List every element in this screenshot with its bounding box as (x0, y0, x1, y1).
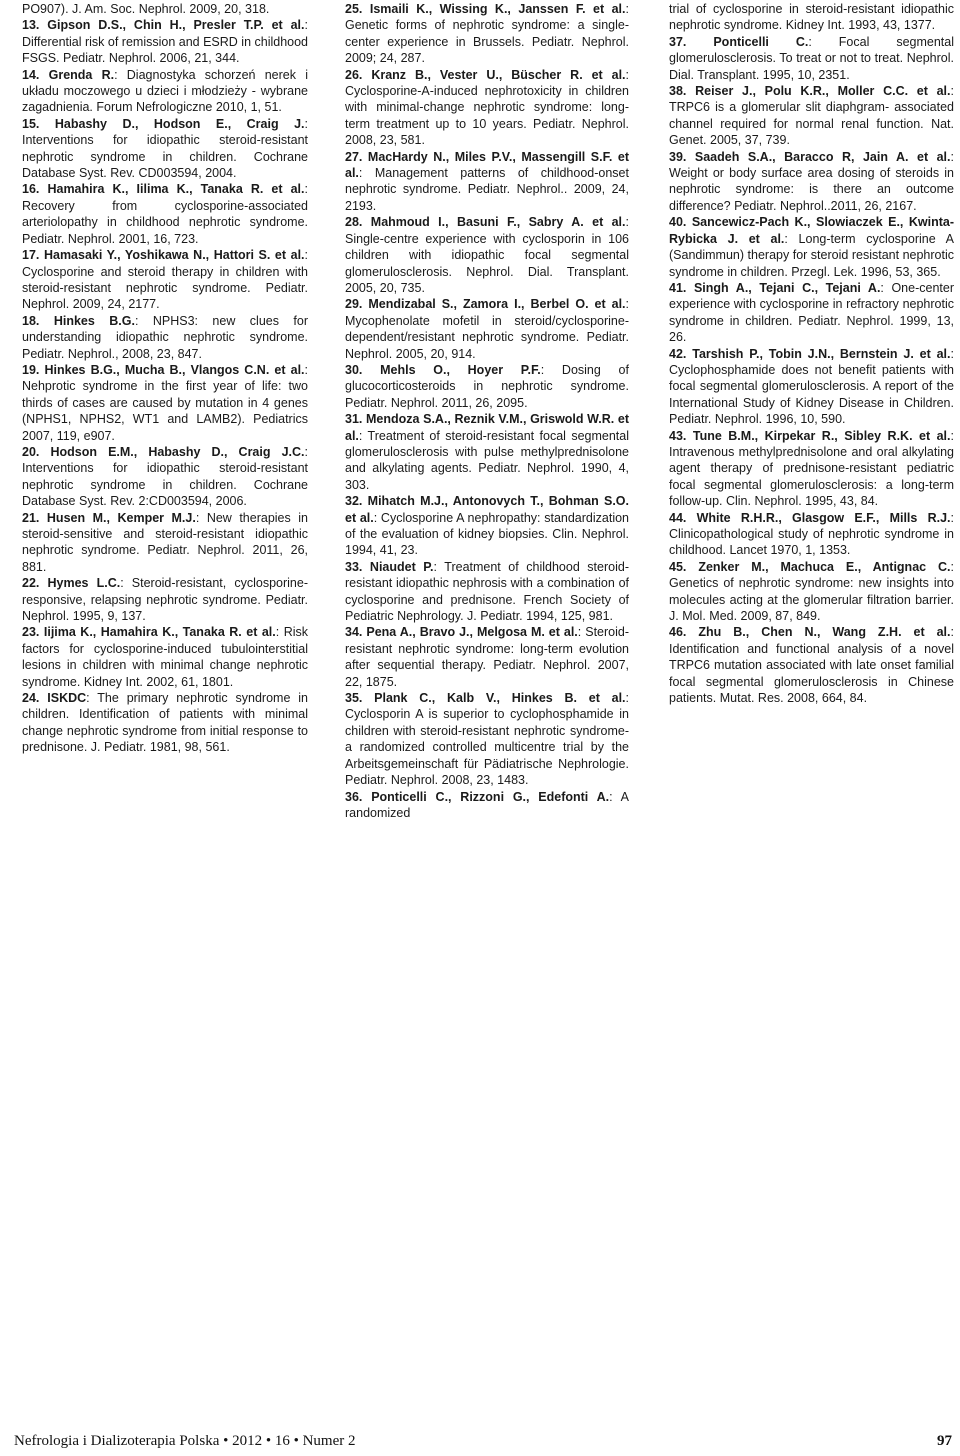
reference-item (345, 624, 629, 690)
reference-authors: Ponticelli C., Rizzoni G., Edefonti A. (371, 789, 610, 804)
reference-text: : Identification and functional analysis of a novel TRPC6 mutation associated with late onset familial focal segmental glomerulosclerosis in Chinese patients. Mutat. Res. 2008, 664, 84. (669, 625, 954, 706)
reference-authors: Singh A., Tejani C., Tejani A. (693, 280, 881, 295)
reference-number: 30. (345, 362, 363, 377)
reference-number: 23. (22, 625, 40, 640)
reference-text: : Genetics of nephrotic syndrome: new insights into molecules acting at the glomerular filtration barrier. J. Mol. Med. 2009, 87, 849. (669, 559, 954, 624)
reference-item (22, 690, 308, 756)
reference-item (22, 181, 308, 247)
reference-number: 31. (345, 412, 363, 427)
reference-item (669, 624, 954, 706)
reference-authors: Grenda R. (48, 67, 115, 82)
reference-authors: Reiser J., Polu K.R., Moller C.C. et al. (695, 84, 951, 99)
reference-authors: Ismaili K., Wissing K., Janssen F. et al. (369, 2, 626, 16)
reference-authors: Mendoza S.A., Reznik V.M., Griswold W.R. et al. (345, 412, 629, 443)
reference-text: : One-center experience with cyclosporine in refractory nephrotic syndrome in children. Pediatr. Nephrol. 1999, 13, 26. (669, 280, 954, 345)
reference-number: 27. (345, 149, 363, 164)
reference-authors: Mihatch M.J., Antonovych T., Bohman S.O. et al. (345, 494, 629, 525)
reference-text: : Focal segmental glomerulosclerosis. To treat or not to treat. Nephrol. Dial. Transplant. 1995, 10, 2351. (669, 34, 954, 82)
reference-text: : TRPC6 is a glomerular slit diaphgram- associated channel required for normal renal function. Nat. Genet. 2005, 37, 739. (669, 84, 954, 148)
reference-item (22, 247, 308, 313)
reference-item (345, 149, 629, 215)
reference-authors: Sancewicz-Pach K., Slowiaczek E., Kwinta-Rybicka J. et al. (669, 215, 954, 246)
reference-text: : Differential risk of remission and ESRD in childhood FSGS. Pediatr. Nephrol. 2006, 21, 344. (22, 18, 309, 66)
reference-number: 39. (669, 149, 687, 164)
reference-text: : Treatment of steroid-resistant focal segmental glomerulosclerosis with pulse methylprednisolone and alkylating agents. Pediatr. Nephrol. 1990, 4, 303. (345, 428, 629, 492)
reference-number: 15. (22, 116, 40, 131)
reference-text: PO907). J. Am. Soc. Nephrol. 2009, 20, 318. (22, 2, 270, 16)
reference-number: 28. (345, 215, 363, 230)
reference-text: : Recovery from cyclosporine-associated arteriolopathy in childhood nephrotic syndrome. Pediatr. Nephrol. 2001, 16, 723. (22, 182, 308, 246)
reference-text: : Cyclosporine A nephropathy: standardization of the evaluation of kidney biopsies. Clin. Nephrol. 1994, 41, 23. (345, 510, 629, 558)
reference-column-3 (669, 1, 954, 706)
reference-text: : Long-term cyclosporine A (Sandimmun) therapy for steroid resistant nephrotic syndrome in children. Przegl. Lek. 1996, 53, 365. (669, 231, 954, 279)
reference-item (22, 444, 308, 510)
reference-text: : Genetic forms of nephrotic syndrome: a single-center experience in Brussels. Pediatr. Nephrol. 2009; 24, 287. (345, 2, 629, 66)
reference-number: 32. (345, 494, 363, 509)
reference-item (669, 149, 954, 215)
reference-column-2 (345, 1, 629, 821)
reference-authors: Husen M., Kemper M.J. (46, 510, 196, 525)
reference-number: 46. (669, 625, 687, 640)
reference-item (669, 34, 954, 83)
reference-authors: Gipson D.S., Chin H., Presler T.P. et al. (47, 18, 305, 33)
reference-authors: Mahmoud I., Basuni F., Sabry A. et al. (370, 215, 626, 230)
reference-text: : New therapies in steroid-sensitive and steroid-resistant idiopathic nephrotic syndrome. Pediatr. Nephrol. 2011, 26, 881. (22, 510, 308, 574)
page-number: 97 (937, 1433, 952, 1449)
reference-number: 36. (345, 789, 363, 804)
reference-text: : Intravenous methylprednisolone and oral alkylating agent therapy of prednisone-resistant pediatric focal segmental glomerulosclerosis: a long-term follow-up. Clin. Nephrol. 1995, 43, 84. (669, 428, 954, 509)
reference-authors: Tune B.M., Kirpekar R., Sibley R.K. et al. (692, 428, 951, 443)
reference-text: : Nehprotic syndrome in the first year of life: two thirds of cases are caused by mutation in 4 genes (NPHS1, NPHS2, WT1 and LAMB2). Pediatrics 2007, 119, e907. (22, 362, 308, 443)
reference-authors: Habashy D., Hodson E., Craig J. (54, 116, 305, 131)
reference-number: 24. (22, 691, 40, 706)
reference-item (669, 280, 954, 346)
reference-authors: MacHardy N., Miles P.V., Massengill S.F. et al. (345, 149, 629, 181)
reference-column-1 (22, 1, 308, 756)
reference-authors: Mehls O., Hoyer P.F. (380, 362, 541, 377)
reference-item (345, 690, 629, 788)
reference-authors: Hamahira K., Iilima K., Tanaka R. et al. (47, 182, 305, 197)
reference-text: trial of cyclosporine in steroid-resistant idiopathic nephrotic syndrome. Kidney Int. 1993, 43, 1377. (669, 2, 954, 33)
reference-item (669, 214, 954, 280)
reference-text: : Interventions for idiopathic steroid-resistant nephrotic syndrome in children. Cochrane Database Syst. Rev. CD003594, 2004. (22, 116, 308, 181)
reference-item (345, 67, 629, 149)
reference-number: 13. (22, 18, 40, 33)
reference-text: : Cyclosporine and steroid therapy in children with steroid-resistant nephrotic syndrome. Pediatr. Nephrol. 2009, 24, 2177. (22, 248, 308, 312)
reference-item (669, 428, 954, 510)
reference-number: 42. (669, 346, 687, 361)
reference-item (669, 83, 954, 149)
reference-item (345, 1, 629, 67)
reference-authors: Tarshish P., Tobin J.N., Bernstein J. et al. (692, 346, 951, 361)
reference-item (22, 116, 308, 182)
reference-number: 18. (22, 313, 40, 328)
reference-number: 44. (669, 510, 687, 525)
reference-number: 35. (345, 691, 363, 706)
reference-number: 22. (22, 576, 40, 591)
reference-number: 41. (669, 280, 687, 295)
reference-item (345, 362, 629, 411)
reference-number: 21. (22, 510, 40, 525)
reference-authors: Hymes L.C. (47, 576, 121, 591)
reference-item (22, 362, 308, 444)
reference-item (22, 510, 308, 576)
reference-authors: ISKDC (47, 691, 87, 706)
reference-number: 34. (345, 625, 363, 640)
reference-number: 40. (669, 215, 687, 230)
reference-number: 37. (669, 34, 687, 49)
reference-authors: White R.H.R., Glasgow E.F., Mills R.J. (696, 510, 951, 525)
reference-item (22, 313, 308, 362)
reference-text: : Steroid-resistant nephrotic syndrome: long-term evolution after sequential therapy. Pediatr. Nephrol. 2007, 22, 1875. (345, 625, 630, 689)
reference-text: : A randomized (345, 789, 629, 820)
reference-number: 17. (22, 248, 40, 263)
reference-text: : Treatment of childhood steroid-resistant idiopathic nephrosis with a combination of cyclosporine and prednisone. French Society of Pediatric Nephrology. J. Pediatr. 1994, 125, 981. (345, 559, 629, 624)
reference-text: : NPHS3: new clues for understanding idiopathic nephrotic syndrome. Pediatr. Nephrol., 2008, 23, 847. (22, 313, 308, 361)
reference-item (345, 296, 629, 362)
reference-number: 16. (22, 182, 40, 197)
reference-item (345, 411, 629, 493)
reference-item (345, 214, 629, 296)
reference-authors: Ponticelli C. (713, 34, 809, 49)
reference-number: 26. (345, 67, 363, 82)
reference-item (22, 575, 308, 624)
reference-item (345, 493, 629, 559)
reference-authors: Iijima K., Hamahira K., Tanaka R. et al. (43, 625, 276, 640)
reference-text: : Diagnostyka schorzeń nerek i układu moczowego u dzieci i młodzieży - wybrane zagadnienia. Forum Nefrologiczne 2010, 1, 51. (22, 67, 308, 115)
reference-text: : Cyclosporin A is superior to cyclophosphamide in children with steroid-resistant nephrotic syndrome-a randomized controlled multicentre trial by the Arbeitsgemeinschaft für Pädiatrische Nephrologie. Pediatr. Nephrol. 2008, 23, 1483. (345, 691, 629, 788)
reference-authors: Plank C., Kalb V., Hinkes B. et al. (374, 691, 626, 706)
reference-authors: Saadeh S.A., Baracco R, Jain A. et al. (694, 149, 951, 164)
reference-number: 19. (22, 362, 40, 377)
reference-authors: Pena A., Bravo J., Melgosa M. et al. (366, 625, 578, 640)
reference-text: : Weight or body surface area dosing of steroids in nephrotic syndrome: is there an outcome difference? Pediatr. Nephrol..2011, 26, 2167. (669, 149, 954, 213)
reference-text: : The primary nephrotic syndrome in children. Identification of patients with minimal change nephrotic syndrome from initial response to prednisone. J. Pediatr. 1981, 98, 561. (22, 691, 308, 755)
reference-number: 25. (345, 2, 363, 16)
reference-text: : Interventions for idiopathic steroid-resistant nephrotic syndrome in children. Cochrane Database Syst. Rev. 2:CD003594, 2006. (22, 444, 308, 509)
reference-text: : Cyclosporine-A-induced nephrotoxicity in children with minimal-change nephrotic syndrome: long-term treatment up to 10 years. Pediatr. Nephrol. 2008, 23, 581. (345, 67, 630, 148)
reference-authors: Zenker M., Machuca E., Antignac C. (698, 559, 951, 574)
reference-text: : Single-centre experience with cyclosporin in 106 children with idiopathic focal segmental glomerulosclerosis. Nephrol. Dial. Transplant. 2005, 20, 735. (345, 215, 629, 295)
reference-number: 45. (669, 559, 687, 574)
reference-item (669, 559, 954, 625)
reference-text: : Steroid-resistant, cyclosporine-responsive, relapsing nephrotic syndrome. Pediatr. Nephrol. 1995, 9, 137. (22, 576, 308, 624)
reference-authors: Hamasaki Y., Yoshikawa N., Hattori S. et al. (43, 248, 305, 263)
reference-number: 14. (22, 67, 40, 82)
reference-number: 38. (669, 84, 687, 99)
reference-text: : Cyclophosphamide does not benefit patients with focal segmental glomerulosclerosis. A report of the International Study of Kidney Disease in Children. Pediatr. Nephrol. 1996, 10, 590. (669, 346, 954, 427)
reference-item (669, 1, 954, 34)
reference-authors: Mendizabal S., Zamora I., Berbel O. et al. (368, 297, 626, 312)
reference-text: : Mycophenolate mofetil in steroid/cyclosporine-dependent/resistant nephrotic syndrome. Pediatr. Nephrol. 2005, 20, 914. (345, 297, 629, 361)
reference-text: : Risk factors for cyclosporine-induced tubulointerstitial lesions in children with minimal change nephrotic syndrome. Kidney Int. 2002, 61, 1801. (22, 625, 309, 689)
reference-text: : Management patterns of childhood-onset nephrotic syndrome. Pediatr. Nephrol.. 2009, 24, 2193. (345, 166, 629, 213)
reference-item (22, 624, 308, 690)
reference-authors: Niaudet P. (369, 559, 434, 574)
reference-item (22, 17, 308, 66)
reference-number: 20. (22, 444, 40, 459)
journal-citation: Nefrologia i Dializoterapia Polska • 2012 • 16 • Numer 2 (14, 1433, 356, 1449)
reference-item (669, 510, 954, 559)
reference-authors: Hinkes B.G. (53, 313, 135, 328)
reference-authors: Zhu B., Chen N., Wang Z.H. et al. (698, 625, 951, 640)
reference-item (669, 346, 954, 428)
reference-item (22, 1, 308, 17)
reference-number: 29. (345, 297, 363, 312)
reference-item (345, 559, 629, 625)
reference-authors: Kranz B., Vester U., Büscher R. et al. (371, 67, 626, 82)
reference-number: 43. (669, 428, 687, 443)
reference-text: : Dosing of glucocorticosteroids in nephrotic syndrome. Pediatr. Nephrol. 2011, 26, 2095. (345, 362, 629, 410)
reference-authors: Hinkes B.G., Mucha B., Vlangos C.N. et al. (44, 362, 305, 377)
reference-text: : Clinicopathological study of nephrotic syndrome in childhood. Lancet 1970, 1, 1353. (669, 510, 954, 558)
reference-item (22, 67, 308, 116)
reference-item (345, 789, 629, 822)
reference-authors: Hodson E.M., Habashy D., Craig J.C. (50, 444, 305, 459)
reference-number: 33. (345, 559, 363, 574)
